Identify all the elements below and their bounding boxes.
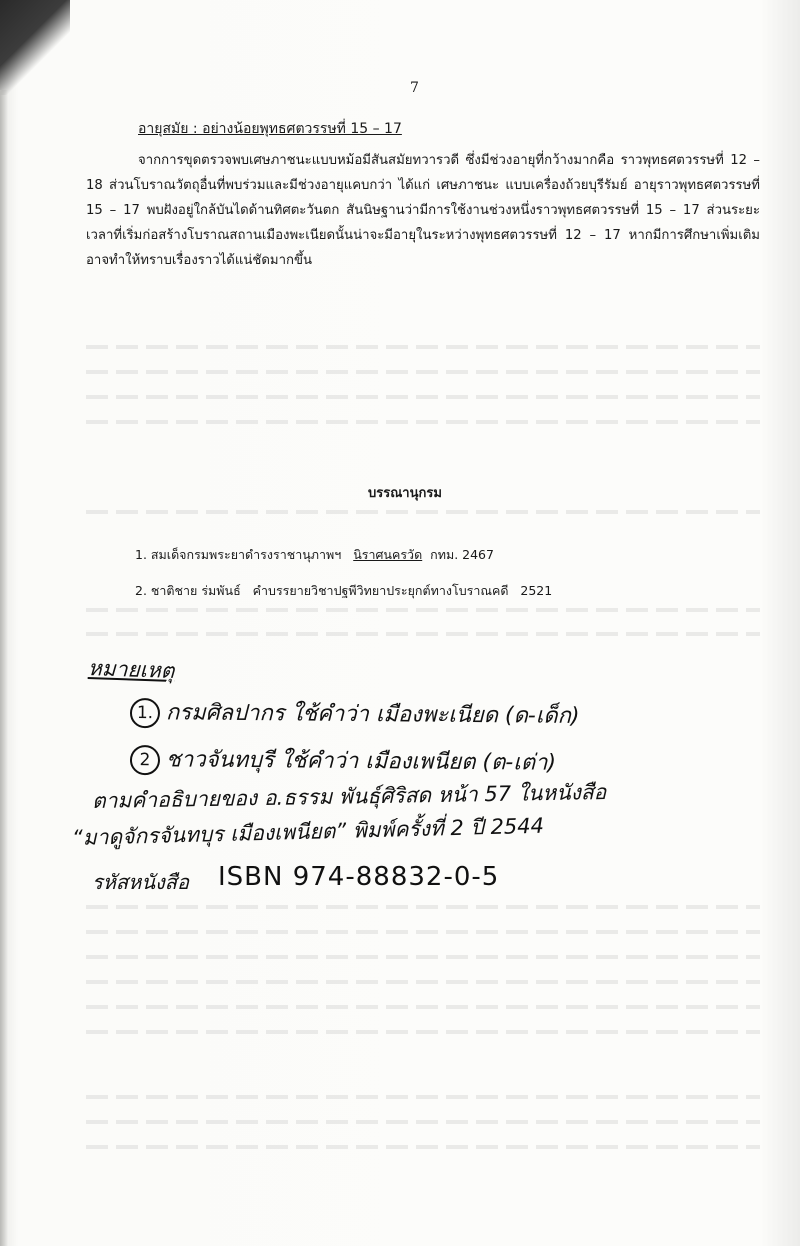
scan-shadow-corner [0,0,70,95]
circled-number: 2 [130,745,160,775]
bleed-through-line [86,510,760,514]
handwritten-item-1 [130,694,580,733]
ref-number: 1. [135,547,147,562]
ref-title: คำบรรยายวิชาปฐพีวิทยาประยุกต์ทางโบราณคดี [252,583,509,598]
bleed-through-line [86,980,760,984]
ref-title: นิราศนครวัด [353,547,423,562]
bleed-through-line [86,608,760,612]
bleed-through-line [86,930,760,934]
bleed-through-line [86,345,760,349]
handwritten-line: ตามคำอธิบายของ อ.ธรรม พันธุ์ศิริสด หน้า 57 ในหนังสือ [91,780,607,813]
bibliography-entry [135,545,494,565]
bleed-through-line [86,1145,760,1149]
bibliography-heading: บรรณานุกรม [368,486,442,501]
handwritten-item-text: ชาวจันทบุรี ใช้คำว่า เมืองเพนียต (ต-เต่า) [165,747,557,776]
circled-number: 1. [130,698,160,728]
ref-details: กทม. 2467 [430,547,494,562]
bleed-through-line [86,955,760,959]
ref-number: 2. [135,583,147,598]
handwritten-line: “มาดูจักรจันทบุร เมืองเพนียต” พิมพ์ครั้งที่ 2 ปี 2544 [71,813,545,850]
body-paragraph: จากการขุดตรวจพบเศษภาชนะแบบหม้อมีสันสมัยทวารวดี ซึ่งมีช่วงอายุที่กว้างมากคือ ราวพุทธศตวรรษที่ 12 – 18 ส่วนโบราณวัตถุอื่นที่พบร่วมและมีช่วงอายุแคบกว่า ได้แก่ เศษภาชนะ แบบเครื่องถ้วยบุรีรัมย์ อายุราวพุทธศตวรรษที่ 15 – 17 พบฝังอยู่ใกล้บันไดด้านทิศตะวันตก สันนิษฐานว่ามีการใช้งานช่วงหนึ่งราวพุทธศตวรรษที่ 15 – 17 ส่วนระยะเวลาที่เริ่มก่อสร้างโบราณสถานเมืองพะเนียดนั้นน่าจะมีอายุในระหว่างพุทธศตวรรษที่ 12 – 17 หากมีการศึกษาเพิ่มเติมอาจทำให้ทราบเรื่องราวได้แน่ชัดมากขึ้น [86,153,760,268]
bleed-through-line [86,420,760,424]
page-number: 7 [410,80,419,96]
handwritten-isbn-label: รหัสหนังสือ [92,870,189,894]
scan-shadow-edge [0,90,8,1246]
bibliography-entry [135,581,552,601]
bleed-through-line [86,370,760,374]
ref-author: สมเด็จกรมพระยาดำรงราชานุภาพฯ [150,547,342,562]
bleed-through-line [86,395,760,399]
handwritten-item-2 [130,741,556,780]
ref-author: ชาติชาย ร่มพันธ์ [150,583,241,598]
era-heading: อายุสมัย : อย่างน้อยพุทธศตวรรษที่ 15 – 17 [138,121,402,137]
bleed-through-line [86,1095,760,1099]
bleed-through-line [86,905,760,909]
bleed-through-line [86,1120,760,1124]
handwritten-item-text: กรมศิลปากร ใช้คำว่า เมืองพะเนียด (ด-เด็ก) [165,700,580,729]
handwritten-note-label: หมายเหตุ [87,656,175,684]
bleed-through-line [86,1005,760,1009]
isbn-code: ISBN 974-88832-0-5 [218,862,500,892]
bleed-through-line [86,1030,760,1034]
ref-details: 2521 [520,583,553,598]
bleed-through-line [86,632,760,636]
